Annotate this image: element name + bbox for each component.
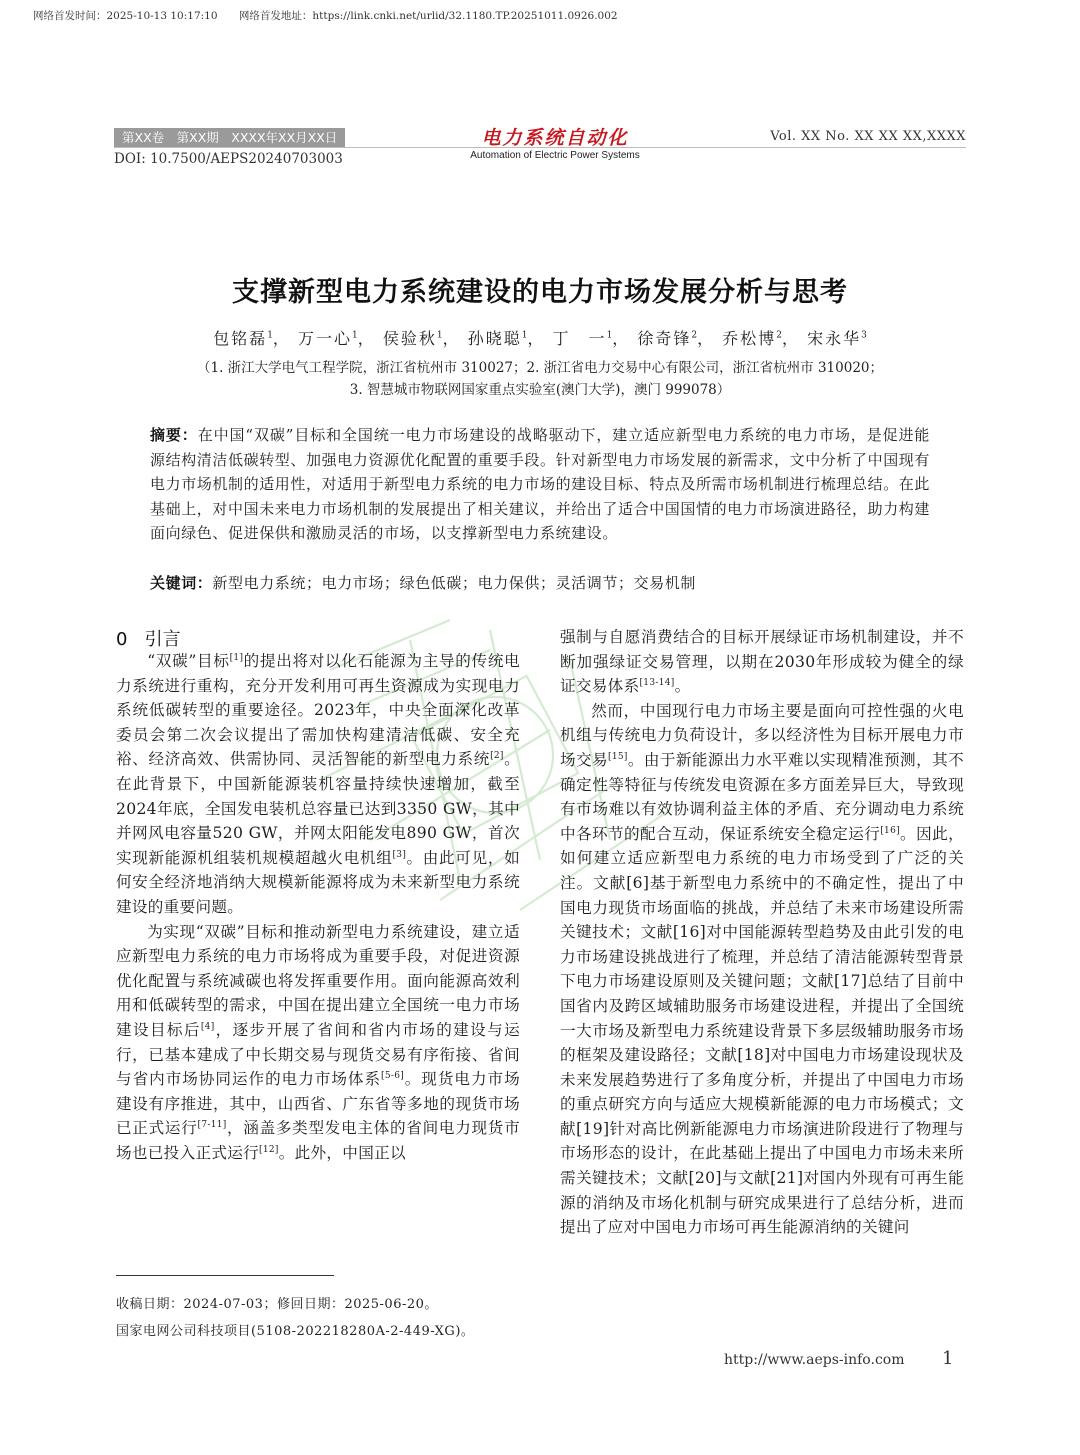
journal-name-cn: 电力系统自动化 [481, 127, 629, 149]
author: 万一心$^1$ [298, 329, 358, 348]
author: 乔松博$^2$ [722, 329, 782, 348]
journal-name-en: Automation of Electric Power Systems [470, 150, 640, 161]
citation[interactable]: [15] [608, 751, 628, 762]
affiliation-line-2: 3. 智慧城市物联网国家重点实验室(澳门大学)，澳门 999078） [349, 382, 731, 398]
funding-note: 国家电网公司科技项目(5108-202218280A-2-449-XG)。 [116, 1324, 475, 1339]
citation[interactable]: [4] [200, 1021, 215, 1032]
keywords-text: 新型电力系统；电力市场；绿色低碳；电力保供；灵活调节；交易机制 [212, 574, 697, 592]
author: 孙晓聪$^1$ [467, 329, 528, 348]
citation[interactable]: [13-14] [639, 678, 675, 688]
citation[interactable]: [12] [259, 1144, 279, 1155]
author: 徐奇锋$^2$ [637, 329, 698, 348]
section-heading [116, 625, 181, 651]
abstract [150, 423, 930, 546]
author: 包铭磊$^1$ [213, 329, 273, 348]
keywords-label: 关键词： [150, 574, 213, 592]
citation[interactable]: [3] [392, 849, 407, 860]
author-list: 包铭磊$^1$， 万一心$^1$， 侯验秋$^1$， 孙晓聪$^1$， 丁 一$^1$， 徐奇锋$^2$， 乔松博$^2$， 宋永华$^3$ [213, 329, 867, 348]
author: 丁 一$^1$ [552, 329, 613, 348]
paragraph: “双碳”目标[1]的提出将对以化石能源为主导的传统电力系统进行重构，充分开发利用可再生资源成为实现电力系统低碳转型的重要途径。2023年，中央全面深化改革委员会第二次会议提出了需加快构建清洁低碳、安全充裕、经济高效、供需协同、灵活智能的新型电力系统[2]。在此背景下，中国新能源装机容量持续快速增加，截至2024年底，全国发电装机总容量已达到3350 GW，其中并网风电容量520 GW，并网太阳能发电890 GW，首次实现新能源机组装机规模超越火电机组[3]。由此可见，如何安全经济地消纳大规模新能源将成为未来新型电力系统建设的重要问题。 [116, 652, 521, 916]
citation[interactable]: [7-11] [197, 1120, 227, 1131]
body-right-column [560, 625, 964, 1240]
citation[interactable]: [2] [490, 751, 504, 762]
section-number: 0 [116, 629, 128, 650]
issue-en: Vol. XX No. XX XX XX,XXXX [770, 129, 966, 144]
online-first-info [33, 8, 636, 23]
abstract-text: 在中国“双碳”目标和全国统一电力市场建设的战略驱动下，建立适应新型电力系统的电力市场，是促进能源结构清洁低碳转型、加强电力资源优化配置的重要手段。针对新型电力市场发展的新需求，文中分析了中国现有电力市场机制的适用性，对适用于新型电力系统的电力市场的建设目标、特点及所需市场机制进行梳理总结。在此基础上，对中国未来电力市场机制的发展提出了相关建议，并给出了适合中国国情的电力市场演进路径，助力构建面向绿色、促进保供和激励灵活的市场，以支撑新型电力系统建设。 [150, 426, 931, 542]
journal-website-link[interactable]: http://www.aeps-info.com [724, 1352, 905, 1368]
received-dates: 收稿日期：2024-07-03；修回日期：2025-06-20。 [116, 1297, 438, 1312]
citation[interactable]: [16] [880, 825, 900, 836]
author: 宋永华$^3$ [807, 329, 867, 348]
citation[interactable]: [1] [229, 652, 244, 663]
paper-title: 支撑新型电力系统建设的电力市场发展分析与思考 [232, 277, 848, 308]
online-first-time: 网络首发时间：2025-10-13 10:17:10 [33, 10, 218, 22]
page-number: 1 [942, 1348, 954, 1369]
section-title: 引言 [144, 629, 181, 650]
citation[interactable]: [5-6] [381, 1070, 405, 1081]
doi[interactable]: DOI: 10.7500/AEPS20240703003 [114, 151, 343, 167]
body-left-column [116, 649, 520, 1165]
footnote-rule [116, 1275, 334, 1276]
abstract-label: 摘要： [150, 426, 198, 444]
issue-bar: 第XX卷 第XX期 XXXX年XX月XX日 [114, 128, 345, 147]
journal-logo [450, 126, 660, 162]
author: 侯验秋$^1$ [382, 329, 443, 348]
paragraph: 为实现“双碳”目标和推动新型电力系统建设，建立适应新型电力系统的电力市场将成为重要手段，对促进资源优化配置与系统减碳也将发挥重要作用。面向能源高效利用和低碳转型的需求，中国在提出建立全国统一电力市场建设目标后[4]，逐步开展了省间和省内市场的建设与运行，已基本建成了中长期交易与现货交易有序衔接、省间与省内市场协同运作的电力市场体系[5-6]。现货电力市场建设有序推进，其中，山西省、广东省等多地的现货市场已正式运行[7-11]，涵盖多类型发电主体的省间电力现货市场也已投入正式运行[12]。此外，中国正以 [116, 922, 520, 1162]
online-first-url[interactable]: 网络首发地址：https://link.cnki.net/urlid/32.1180.TP.20251011.0926.002 [238, 10, 618, 22]
paragraph: 强制与自愿消费结合的目标开展绿证市场机制建设，并不断加强绿证交易管理，以期在2030年形成较为健全的绿证交易体系[13-14]。 [560, 628, 964, 696]
keywords [150, 572, 930, 593]
affiliation-line-1: （1. 浙江大学电气工程学院，浙江省杭州市 310027；2. 浙江省电力交易中心有限公司，浙江省杭州市 310020； [197, 360, 883, 376]
paragraph: 然而，中国现行电力市场主要是面向可控性强的火电机组与传统电力负荷设计，多以经济性为目标开展电力市场交易[15]。由于新能源出力水平难以实现精准预测，其不确定性等特征与传统发电资源在多方面差异巨大，导致现有市场难以有效协调利益主体的矛盾、充分调动电力系统中各环节的配合互动，保证系统安全稳定运行[16]。因此，如何建立适应新型电力系统的电力市场受到了广泛的关注。文献[6]基于新型电力系统中的不确定性，提出了中国电力现货市场面临的挑战，并总结了未来市场建设所需关键技术；文献[16]对中国能源转型趋势及由此引发的电力市场建设挑战进行了梳理，并总结了清洁能源转型背景下电力市场建设原则及关键问题；文献[17]总结了目前中国省内及跨区域辅助服务市场建设进程，并提出了全国统一大市场及新型电力系统建设背景下多层级辅助服务市场的框架及建设路径；文献[18]对中国电力市场建设现状及未来发展趋势进行了多角度分析，并提出了中国电力市场的重点研究方向与适应大规模新能源的电力市场模式；文献[19]针对高比例新能源电力市场演进阶段进行了物理与市场形态的设计，在此基础上提出了中国电力市场未来所需关键技术；文献[20]与文献[21]对国内外现有可再生能源的消纳及市场化机制与研究成果进行了总结分析，进而提出了应对中国电力市场可再生能源消纳的关键问 [560, 701, 964, 1237]
